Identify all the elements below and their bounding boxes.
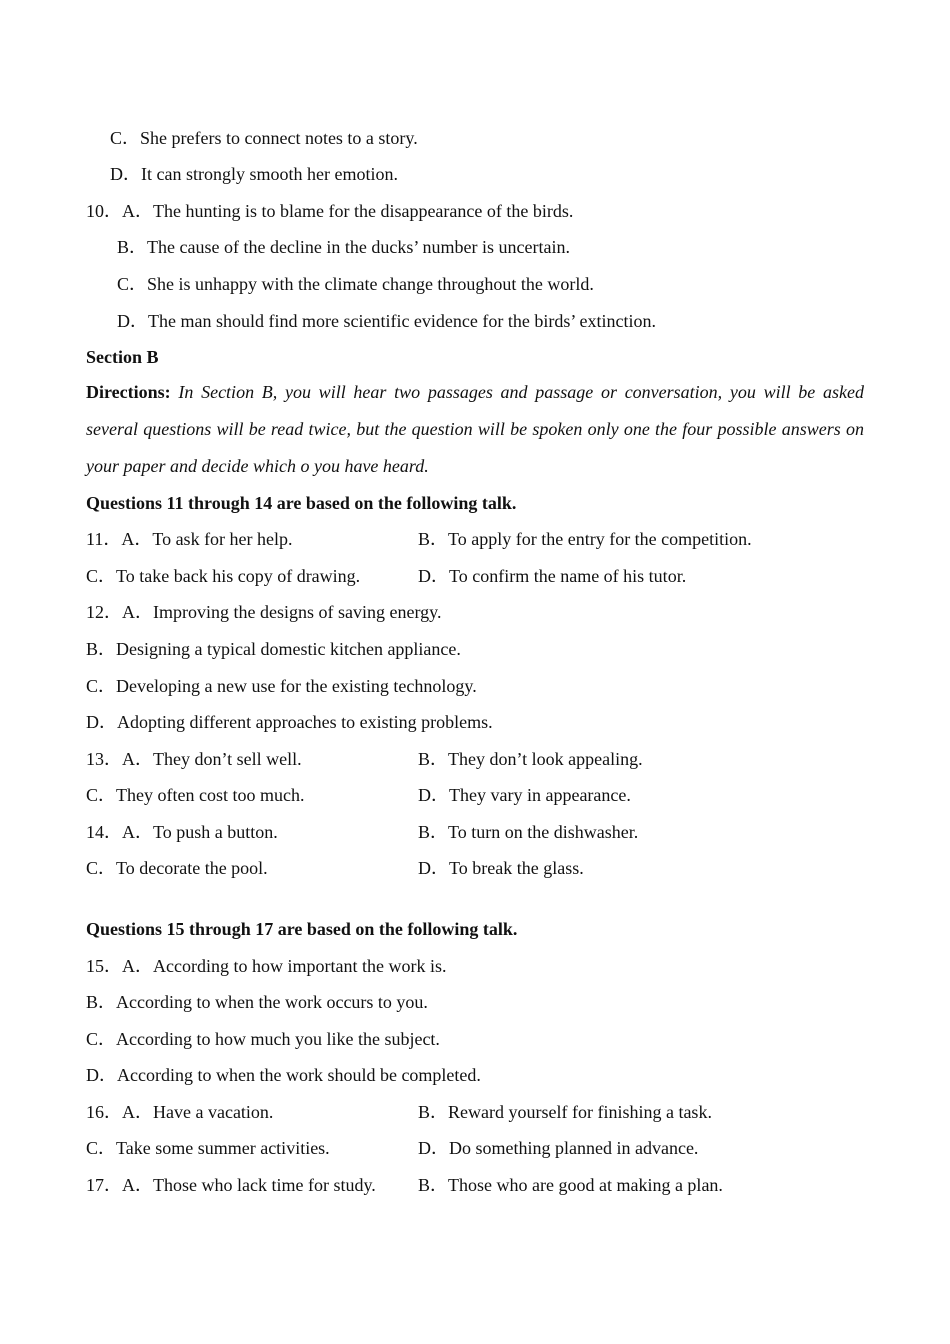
q13-option-a: 13．A．They don’t sell well. (86, 749, 302, 769)
q13-option-d: D．They vary in appearance. (418, 785, 631, 805)
q15-option-d: D．According to when the work should be completed. (86, 1065, 481, 1085)
directions-label: Directions: (86, 382, 171, 402)
q16-option-b: B．Reward yourself for finishing a task. (418, 1102, 712, 1122)
q10-option-d: D．The man should find more scientific evidence for the birds’ extinction. (117, 311, 657, 331)
q11-option-c: C．To take back his copy of drawing. (86, 566, 361, 586)
q11-option-b: B．To apply for the entry for the competition. (418, 529, 752, 549)
directions-text: In Section B, you will hear two passages and passage or conversation, you will be asked several questions will be read twice, but the question will be spoken only one the four possible answers on your paper and decide which o you have heard. (86, 382, 864, 476)
q15-option-c: C．According to how much you like the subject. (86, 1029, 440, 1049)
q12-option-d: D．Adopting different approaches to existing problems. (86, 712, 493, 732)
q9-option-c: C．She prefers to connect notes to a story. (110, 128, 418, 148)
q13-option-c: C．They often cost too much. (86, 785, 305, 805)
q14-option-d: D．To break the glass. (418, 858, 584, 878)
q16-option-c: C．Take some summer activities. (86, 1138, 330, 1158)
q12-option-b: B．Designing a typical domestic kitchen appliance. (86, 639, 461, 659)
q14-option-a: 14．A．To push a button. (86, 822, 278, 842)
q15-option-a: 15．A．According to how important the work is. (86, 956, 447, 976)
q16-option-a: 16．A．Have a vacation. (86, 1102, 274, 1122)
q9-option-d: D．It can strongly smooth her emotion. (110, 164, 398, 184)
q11-option-a: 11．A．To ask for her help. (86, 529, 293, 549)
group1-heading: Questions 11 through 14 are based on the following talk. (86, 493, 517, 513)
q14-option-c: C．To decorate the pool. (86, 858, 268, 878)
q17-option-a: 17．A．Those who lack time for study. (86, 1175, 376, 1195)
group2-heading: Questions 15 through 17 are based on the following talk. (86, 919, 518, 939)
q10-option-a: 10．A．The hunting is to blame for the disappearance of the birds. (86, 201, 574, 221)
section-b-title: Section B (86, 347, 159, 367)
q10-option-b: B．The cause of the decline in the ducks’ number is uncertain. (117, 237, 571, 257)
q12-option-c: C．Developing a new use for the existing technology. (86, 676, 477, 696)
q11-option-d: D．To confirm the name of his tutor. (418, 566, 687, 586)
q16-option-d: D．Do something planned in advance. (418, 1138, 699, 1158)
q17-option-b: B．Those who are good at making a plan. (418, 1175, 723, 1195)
q13-option-b: B．They don’t look appealing. (418, 749, 643, 769)
section-b-directions (86, 374, 864, 485)
q14-option-b: B．To turn on the dishwasher. (418, 822, 639, 842)
q15-option-b: B．According to when the work occurs to you. (86, 992, 428, 1012)
q12-option-a: 12．A．Improving the designs of saving energy. (86, 602, 442, 622)
q10-option-c: C．She is unhappy with the climate change throughout the world. (117, 274, 594, 294)
